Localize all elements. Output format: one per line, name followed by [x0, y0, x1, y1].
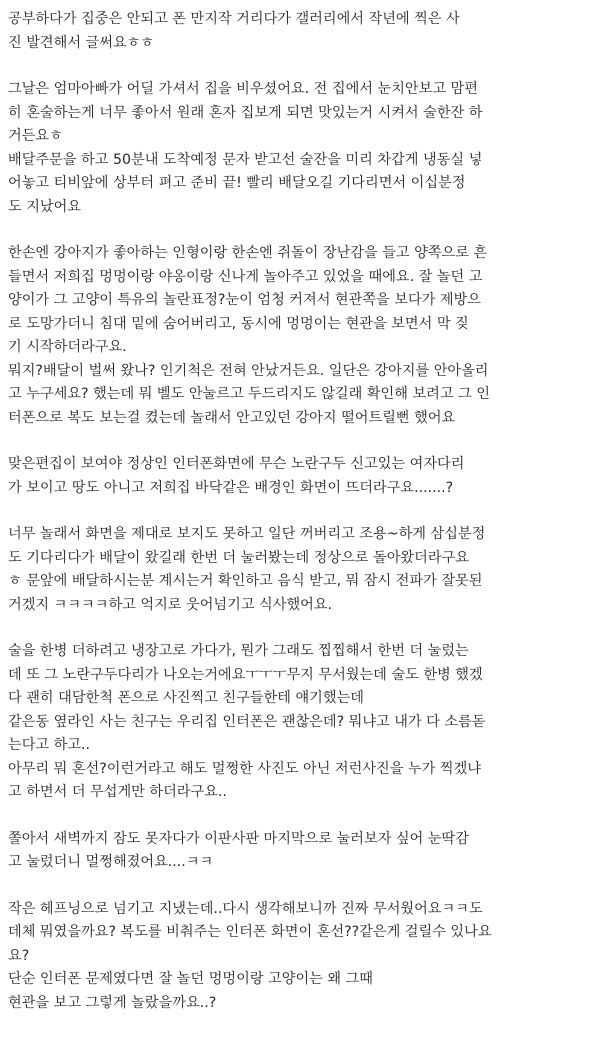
text-line: 어놓고 티비앞에 상부터 펴고 준비 끝! 빨리 배달오길 기다리면서 이십분정 — [8, 175, 466, 191]
text-line: 고 누구세요? 했는데 뭐 벨도 안눌르고 두드리지도 않길래 확인해 보려고 그 인 — [8, 386, 490, 402]
paragraph-intercom-screen — [8, 453, 594, 500]
text-line: 요? — [8, 947, 30, 964]
text-line: 뭐지?배달이 벌써 왔나? 인기척은 전혀 안났거든요. 일단은 강아지를 안아올리 — [8, 362, 489, 379]
paragraph-home-alone — [8, 78, 594, 219]
text-line: 맞은편집이 보여야 정상인 인터폰화면에 무슨 노란구두 신고있는 여자다리 — [8, 456, 465, 472]
text-line: 도 기다리다가 배달이 왔길래 한번 더 눌러봤는데 정상으로 돌아왔더라구요 — [8, 549, 469, 566]
paragraph-delivery — [8, 523, 594, 617]
text-line: 데 또 그 노란구두다리가 나오는거에요ㅜㅜㅜ무지 무서웠는데 술도 한병 했겠 — [8, 666, 483, 683]
text-line: 도 지났어요 — [8, 198, 82, 215]
text-line: 작은 헤프닝으로 넘기고 지냈는데..다시 생각해보니까 진짜 무서웠어요ㅋㅋ도 — [8, 900, 483, 917]
text-line: 터폰으로 복도 보는걸 켰는데 놀래서 안고있던 강아지 떨어트릴뻔 했어요 — [8, 409, 456, 426]
paragraph-intro — [8, 8, 594, 55]
paragraph-pets — [8, 242, 594, 430]
text-line: 너무 놀래서 화면을 제대로 보지도 못하고 일단 꺼버리고 조용~하게 삼십분정 — [8, 526, 486, 542]
text-line: 현관을 보고 그렇게 놀랐을까요..? — [8, 994, 217, 1011]
text-line: 기 시작하더라구요. — [8, 339, 127, 355]
text-line: 공부하다가 집중은 안되고 폰 만지작 거리다가 갤러리에서 작년에 찍은 사 — [8, 11, 460, 27]
text-line: 술을 한병 더하려고 냉장고로 가다가, 뭔가 그래도 찝찝해서 한번 더 눌렀는 — [8, 643, 469, 659]
text-line: 고 하면서 더 무섭게만 하더라구요.. — [8, 784, 227, 800]
text-line: 는다고 하고.. — [8, 737, 91, 753]
paragraph-dawn — [8, 828, 594, 875]
text-line: 단순 인터폰 문제였다면 잘 놀던 멍멍이랑 고양이는 왜 그때 — [8, 971, 374, 987]
text-line: 한손엔 강아지가 좋아하는 인형이랑 한손엔 쥐돌이 장난감을 들고 양쪽으로 흔 — [8, 245, 488, 261]
text-line: 고 눌렀더니 멀쩡해졌어요....ㅋㅋ — [8, 854, 214, 870]
text-line: 그날은 엄마아빠가 어딜 가셔서 집을 비우셨어요. 전 집에서 눈치안보고 맘편 — [8, 81, 478, 97]
text-line: 히 혼술하는게 너무 좋아서 원래 혼자 집보게 되면 맛있는거 시켜서 술한잔 하 — [8, 104, 483, 121]
text-line: 진 발견해서 글써요ㅎㅎ — [8, 34, 155, 51]
text-line: 양이가 그 고양이 특유의 놀란표정?눈이 엄청 커져서 현관쪽을 보다가 제방으 — [8, 292, 481, 308]
paragraph-closing — [8, 898, 594, 1016]
text-line: 아무리 뭐 혼선?이런거라고 해도 멀쩡한 사진도 아닌 저런사진을 누가 찍겠냐 — [8, 760, 481, 777]
post-body — [8, 8, 594, 1038]
text-line: 로 도망가더니 침대 밑에 숨어버리고, 동시에 멍멍이는 현관을 보면서 막 짖 — [8, 315, 469, 332]
text-line: 들면서 저희집 멍멍이랑 야옹이랑 신나게 놀아주고 있었을 때에요. 잘 놀던 고 — [8, 268, 483, 285]
text-line: 쫄아서 새벽까지 잠도 못자다가 이판사판 마지막으로 눌러보자 싶어 눈딱감 — [8, 830, 469, 847]
paragraph-second-look — [8, 640, 594, 805]
text-line: 가 보이고 땅도 아니고 저희집 바닥같은 배경인 화면이 뜨더라구요.......? — [8, 479, 454, 496]
text-line: 다 괜히 대담한척 폰으로 사진찍고 친구들한테 얘기했는데 — [8, 690, 364, 706]
text-line: 데체 뭐였을까요? 복도를 비춰주는 인터폰 화면이 혼선??같은게 걸릴수 있나요 — [8, 924, 492, 940]
text-line: 거겠지 ㅋㅋㅋㅋ하고 억지로 웃어넘기고 식사했어요. — [8, 596, 333, 613]
text-line: ㅎ 문앞에 배달하시는분 계시는거 확인하고 음식 받고, 뭐 잠시 전파가 잘못된 — [8, 573, 483, 589]
text-line: 거든요ㅎ — [8, 128, 63, 144]
text-line: 같은동 옆라인 사는 친구는 우리집 인터폰은 괜찮은데? 뭐냐고 내가 다 소름돋 — [8, 713, 486, 730]
text-line: 배달주문을 하고 50분내 도착예정 문자 받고선 술잔을 미리 차갑게 냉동실 넣 — [8, 151, 483, 168]
